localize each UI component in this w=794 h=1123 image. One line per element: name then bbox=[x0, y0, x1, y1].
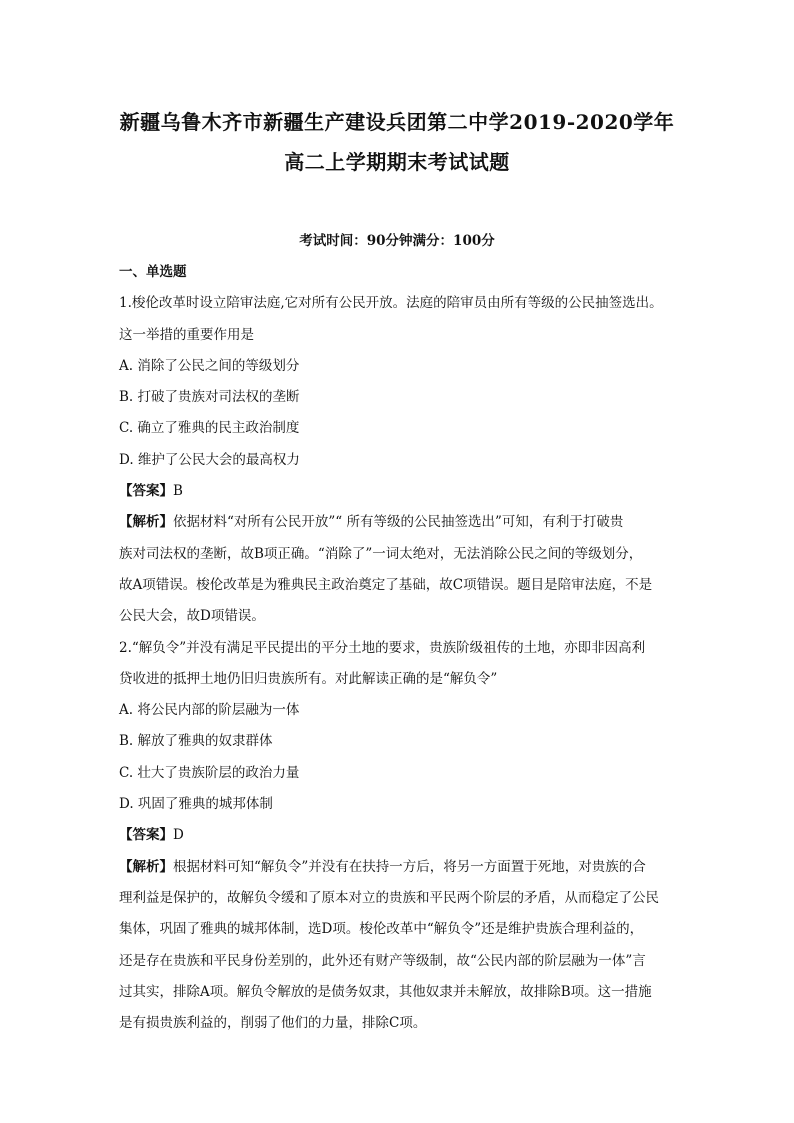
q1-answer bbox=[119, 476, 685, 507]
q2-analysis-line4: 还是存在贵族和平民身份差别的，此外还有财产等级制，故“公民内部的阶层融为一体”言 bbox=[119, 952, 646, 969]
q1-option-c: C. 确立了雅典的民主政治制度 bbox=[119, 420, 300, 437]
q2-option-b: B. 解放了雅典的奴隶群体 bbox=[119, 733, 273, 750]
q2-answer bbox=[119, 820, 685, 851]
q2-answer-value: D bbox=[173, 827, 184, 844]
q2-stem-line1: 2.“解负令”并没有满足平民提出的平分土地的要求，贵族阶级祖传的土地，亦即非因高利 bbox=[119, 639, 646, 656]
document-title-line1: 新疆乌鲁木齐市新疆生产建设兵团第二中学2019-2020学年 bbox=[119, 110, 675, 134]
q2-analysis-label: 【解析】 bbox=[119, 858, 173, 875]
document-body bbox=[119, 257, 685, 1039]
q1-analysis-line3: 故A项错误。梭伦改革是为雅典民主政治奠定了基础，故C项错误。题目是陪审法庭，不是 bbox=[119, 576, 653, 593]
q1-answer-label: 【答案】 bbox=[119, 483, 173, 500]
q2-analysis-line5: 过其实，排除A项。解负令解放的是债务奴隶，其他奴隶并未解放，故排除B项。这一措施 bbox=[119, 983, 652, 1000]
exam-meta: 考试时间：90分钟满分：100分 bbox=[299, 233, 495, 249]
q1-analysis-line4: 公民大会，故D项错误。 bbox=[119, 608, 265, 625]
q1-answer-value: B bbox=[173, 483, 183, 500]
document-title-line2: 高二上学期期末考试试题 bbox=[284, 150, 510, 174]
q2-analysis-line2: 理利益是保护的，故解负令缓和了原本对立的贵族和平民两个阶层的矛盾，从而稳定了公民 bbox=[119, 889, 659, 906]
q1-analysis-label: 【解析】 bbox=[119, 514, 173, 531]
q2-analysis-line6: 是有损贵族利益的，削弱了他们的力量，排除C项。 bbox=[119, 1015, 427, 1032]
q1-stem-line2: 这一举措的重要作用是 bbox=[119, 326, 254, 343]
q2-stem-line2: 贷收进的抵押土地仍旧归贵族所有。对此解读正确的是“解负令” bbox=[119, 670, 498, 687]
q1-analysis-line2: 族对司法权的垄断，故B项正确。“消除了”一词太绝对，无法消除公民之间的等级划分， bbox=[119, 545, 643, 562]
q1-analysis-text1: 依据材料“对所有公民开放”“ 所有等级的公民抽签选出”可知，有利于打破贵 bbox=[173, 514, 624, 531]
q1-analysis-line1 bbox=[119, 507, 685, 538]
q1-option-d: D. 维护了公民大会的最高权力 bbox=[119, 451, 300, 468]
q2-answer-label: 【答案】 bbox=[119, 827, 173, 844]
section-title-single-choice: 一、单选题 bbox=[119, 264, 187, 280]
q2-analysis-line3: 集体，巩固了雅典的城邦体制，选D项。梭伦改革中“解负令”还是维护贵族合理利益的， bbox=[119, 921, 644, 938]
q2-analysis-line1 bbox=[119, 852, 685, 883]
q2-option-d: D. 巩固了雅典的城邦体制 bbox=[119, 796, 273, 813]
q1-option-b: B. 打破了贵族对司法权的垄断 bbox=[119, 389, 300, 406]
q1-option-a: A. 消除了公民之间的等级划分 bbox=[119, 357, 300, 374]
q2-analysis-text1: 根据材料可知“解负令”并没有在扶持一方后，将另一方面置于死地，对贵族的合 bbox=[173, 858, 646, 875]
q1-stem-line1: 1.梭伦改革时设立陪审法庭,它对所有公民开放。法庭的陪审员由所有等级的公民抽签选出。 bbox=[119, 295, 663, 312]
q2-option-c: C. 壮大了贵族阶层的政治力量 bbox=[119, 764, 300, 781]
q2-option-a: A. 将公民内部的阶层融为一体 bbox=[119, 702, 300, 719]
